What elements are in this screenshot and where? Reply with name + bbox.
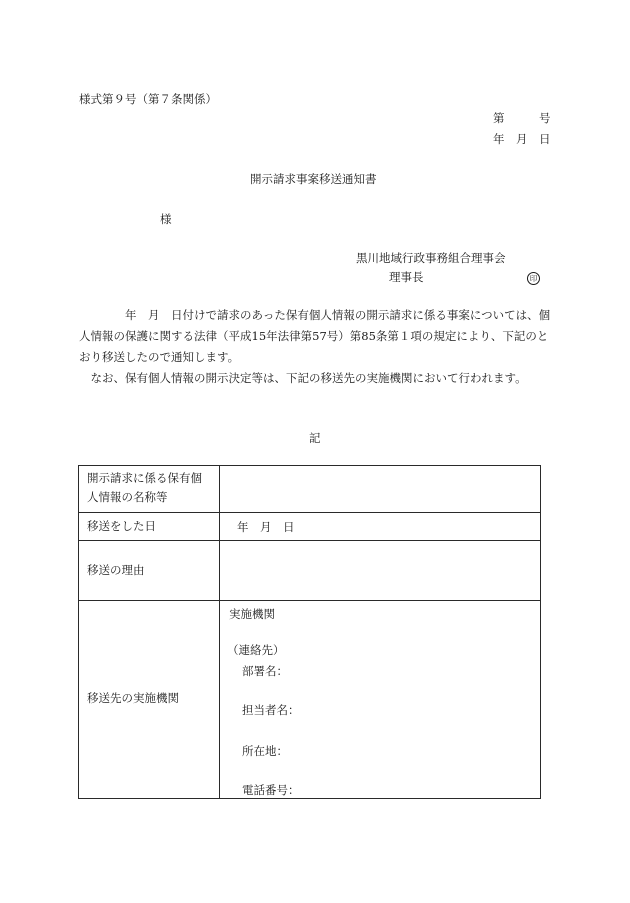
body-paragraph-1: 年 月 日付けで請求のあった保有個人情報の開示請求に係る事案については、個人情報の保護に関する法律（平成15年法律第57号）第85条第１項の規定により、下記のとおり移送したので通知します。 bbox=[79, 308, 551, 364]
body-paragraph-2: なお、保有個人情報の開示決定等は、下記の移送先の実施機関において行われます。 bbox=[79, 371, 527, 385]
table-row bbox=[79, 540, 540, 601]
ki-heading: 記 bbox=[309, 431, 321, 445]
row-label-transfer-date: 移送をした日 bbox=[87, 519, 156, 533]
row-label-transfer-reason: 移送の理由 bbox=[87, 563, 145, 577]
address-label: 所在地： bbox=[242, 744, 288, 758]
addressee: 様 bbox=[160, 212, 172, 226]
table-row bbox=[79, 600, 540, 799]
department-label: 部署名： bbox=[242, 664, 288, 678]
row-label-info-name-line2: 人情報の名称等 bbox=[87, 490, 168, 504]
sender-organization: 黒川地域行政事務組合理事会 bbox=[356, 251, 506, 265]
phone-number-label: 電話番号： bbox=[242, 783, 300, 797]
document-number: 第 号 bbox=[493, 111, 551, 125]
agency-label: 実施機関 bbox=[229, 607, 275, 621]
document-date: 年 月 日 bbox=[493, 132, 551, 146]
table-row bbox=[79, 466, 540, 512]
transfer-date-value: 年 月 日 bbox=[237, 520, 295, 534]
form-number: 様式第９号（第７条関係） bbox=[79, 92, 217, 106]
document-title: 開示請求事案移送通知書 bbox=[250, 172, 377, 186]
transfer-table bbox=[78, 465, 541, 799]
row-label-info-name-line1: 開示請求に係る保有個 bbox=[87, 471, 202, 485]
contact-label: （連絡先） bbox=[227, 643, 285, 657]
row-label-destination-agency: 移送先の実施機関 bbox=[87, 691, 179, 705]
person-in-charge-label: 担当者名： bbox=[242, 703, 300, 717]
seal-icon: 印 bbox=[527, 272, 540, 285]
table-row bbox=[79, 512, 540, 541]
sender-role: 理事長 bbox=[389, 270, 424, 284]
seal-mark bbox=[527, 269, 540, 285]
